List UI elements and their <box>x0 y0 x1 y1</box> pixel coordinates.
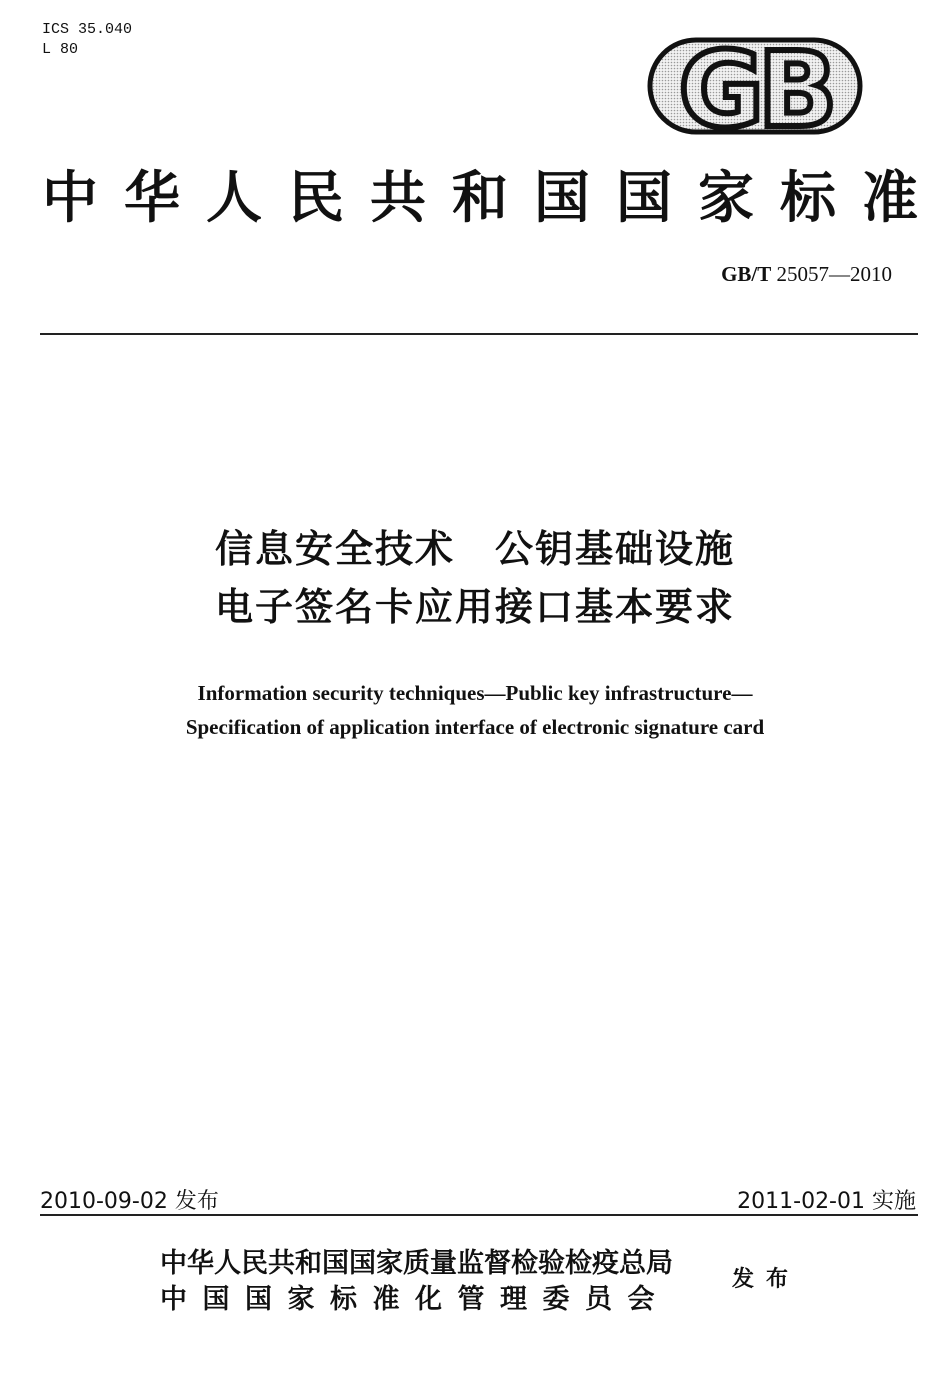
standard-prefix: GB/T <box>721 262 772 286</box>
title-char: 民 <box>288 165 344 231</box>
title-char: 和 <box>452 165 508 231</box>
classification-codes <box>42 20 132 60</box>
title-char: 准 <box>862 165 918 231</box>
gb-logo-text: GB <box>678 34 832 138</box>
title-char: 人 <box>206 165 262 231</box>
bottom-divider <box>40 1214 918 1216</box>
title-char: 国 <box>534 165 590 231</box>
english-title <box>0 676 950 744</box>
ccs-code: L 80 <box>42 41 79 58</box>
chinese-title-line2: 电子签名卡应用接口基本要求 <box>214 585 735 629</box>
title-char: 共 <box>370 165 426 231</box>
standard-code: 25057—2010 <box>776 262 892 286</box>
title-char: 华 <box>124 165 180 231</box>
standard-number <box>721 262 892 287</box>
publisher-aqsiq: 中华人民共和国国家质量监督检验检疫总局 <box>160 1248 673 1279</box>
title-char: 家 <box>698 165 754 231</box>
english-title-line2: Specification of application interface of electronic signature card <box>185 715 765 739</box>
issue-date: 2010-09-02 发布 <box>40 1189 219 1214</box>
publisher-sac: 中国国家标准化管理委员会 <box>160 1284 670 1315</box>
title-char: 国 <box>616 165 672 231</box>
title-char: 标 <box>780 165 836 231</box>
national-standard-title <box>30 160 930 236</box>
title-char: 中 <box>42 165 98 231</box>
chinese-title-line1: 信息安全技术 公钥基础设施 <box>214 527 735 571</box>
chinese-title <box>0 520 950 636</box>
gb-logo <box>646 34 864 138</box>
ics-code: ICS 35.040 <box>42 21 133 38</box>
top-divider <box>40 333 918 335</box>
publish-label: 发布 <box>732 1266 801 1292</box>
implementation-date: 2011-02-01 实施 <box>737 1189 916 1214</box>
publishing-authorities <box>160 1246 673 1318</box>
english-title-line1: Information security techniques—Public key infrastructure— <box>197 681 753 705</box>
